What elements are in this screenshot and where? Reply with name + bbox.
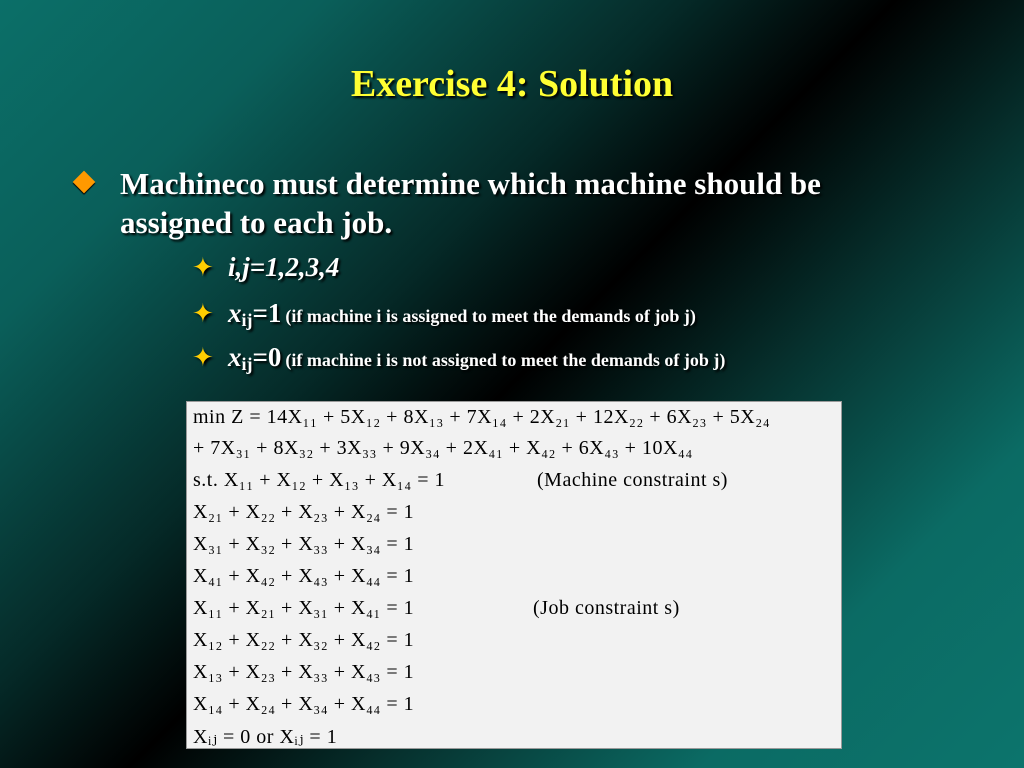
constraint-line: X₁₁ + X₂₁ + X₃₁ + X₄₁ = 1 bbox=[193, 597, 415, 619]
constraint-line: X₃₁ + X₃₂ + X₃₃ + X₃₄ = 1 bbox=[193, 533, 415, 555]
main-bullet-text: Machineco must determine which machine should be assigned to each job. bbox=[120, 166, 821, 240]
constraint-line: X₁₂ + X₂₂ + X₃₂ + X₄₂ = 1 bbox=[193, 629, 415, 651]
assigned-note: (if machine i is assigned to meet the demands of job j) bbox=[285, 306, 696, 326]
sub-bullet-indices bbox=[192, 252, 339, 283]
constraint-line: X₁₃ + X₂₃ + X₃₃ + X₄₃ = 1 bbox=[193, 661, 415, 683]
var-value: =0 bbox=[252, 342, 282, 372]
slide-title: Exercise 4: Solution bbox=[350, 63, 674, 105]
binary-constraint-line: Xᵢⱼ = 0 or Xᵢⱼ = 1 bbox=[193, 726, 338, 748]
var-subscript: ij bbox=[241, 354, 253, 375]
objective-line-2: + 7X₃₁ + 8X₃₂ + 3X₃₃ + 9X₃₄ + 2X₄₁ + X₄₂ + 6X₄₃ + 10X₄₄ bbox=[193, 437, 693, 459]
star-bullet-icon: ✦ bbox=[192, 253, 214, 283]
equation-box bbox=[186, 401, 842, 749]
star-bullet-icon: ✦ bbox=[192, 343, 214, 373]
constraint-line: s.t. X₁₁ + X₁₂ + X₁₃ + X₁₄ = 1 bbox=[193, 469, 446, 491]
constraint-line: X₄₁ + X₄₂ + X₄₃ + X₄₄ = 1 bbox=[193, 565, 415, 587]
constraint-line: X₁₄ + X₂₄ + X₃₄ + X₄₄ = 1 bbox=[193, 693, 415, 715]
var-x: x bbox=[228, 298, 242, 328]
job-constraints-note: (Job constraint s) bbox=[533, 597, 680, 619]
not-assigned-note: (if machine i is not assigned to meet the demands of job j) bbox=[285, 350, 726, 370]
star-bullet-icon: ✦ bbox=[192, 299, 214, 329]
constraint-line: X₂₁ + X₂₂ + X₂₃ + X₂₄ = 1 bbox=[193, 501, 415, 523]
main-bullet bbox=[78, 164, 938, 242]
var-subscript: ij bbox=[241, 310, 253, 331]
var-value: =1 bbox=[252, 298, 282, 328]
machine-constraints-note: (Machine constraint s) bbox=[537, 469, 728, 491]
sub-bullet-not-assigned bbox=[192, 342, 725, 375]
sub-bullet-assigned bbox=[192, 298, 696, 331]
var-x: x bbox=[228, 342, 242, 372]
indices-text: i,j=1,2,3,4 bbox=[228, 252, 340, 282]
objective-line-1: min Z = 14X₁₁ + 5X₁₂ + 8X₁₃ + 7X₁₄ + 2X₂₁ + 12X₂₂ + 6X₂₃ + 5X₂₄ bbox=[193, 406, 771, 428]
